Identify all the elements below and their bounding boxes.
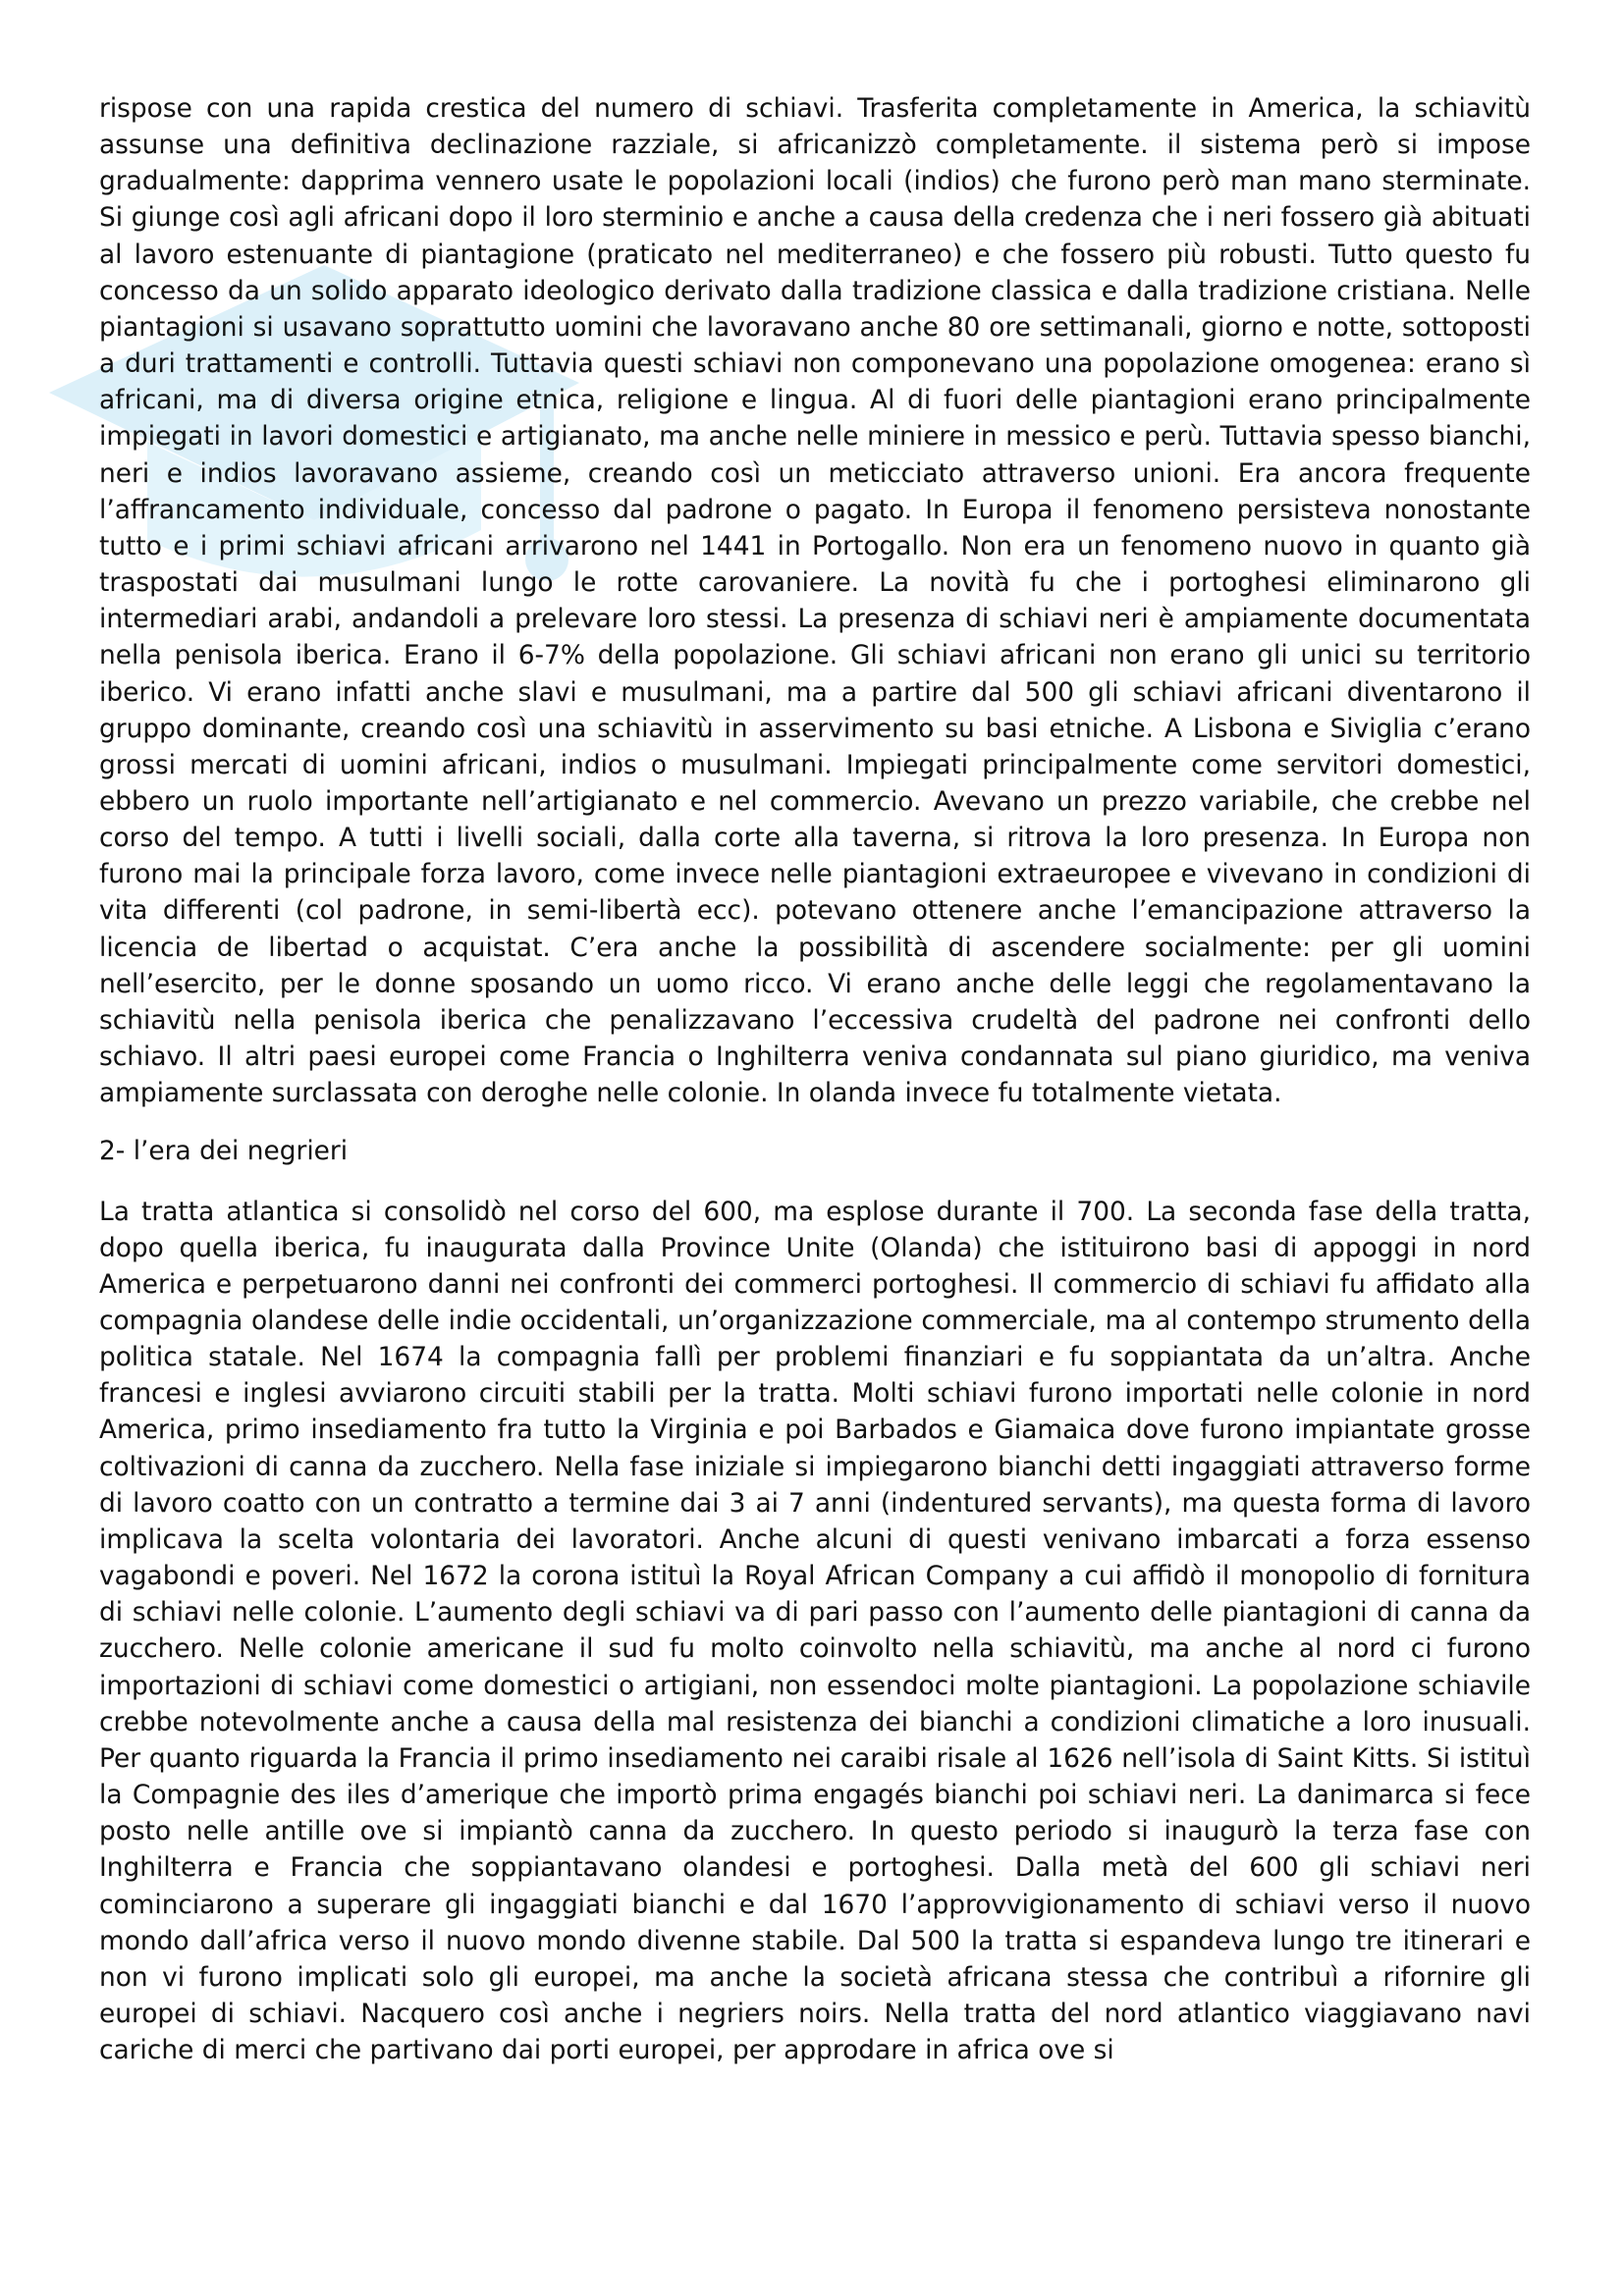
document-body [99,90,1531,2068]
section-heading: 2- l’era dei negrieri [99,1136,349,1167]
paragraph-slavery-iberia: rispose con una rapida crestica del numero di schiavi. Trasferita completamente in America, la schiavitù assunse una definitiva declinazione razziale, si africanizzò completamente. il sistema però si impose gradualmente: dapprima vennero usate le popolazioni locali (indios) che furono però man mano sterminate. Si giunge così agli africani dopo il loro sterminio e anche a causa della credenza che i neri fossero già abituati al lavoro estenuante di piantagione (praticato nel mediterraneo) e che fossero più robusti. Tutto questo fu concesso da un solido apparato ideologico derivato dalla tradizione classica e dalla tradizione cristiana. Nelle piantagioni si usavano soprattutto uomini che lavoravano anche 80 ore settimanali, giorno e notte, sottoposti a duri trattamenti e controlli. Tuttavia questi schiavi non componevano una popolazione omogenea: erano sì africani, ma di diversa origine etnica, religione e lingua. Al di fuori delle piantagioni erano principalmente impiegati in lavori domestici e artigianato, ma anche nelle miniere in messico e perù. Tuttavia spesso bianchi, neri e indios lavoravano assieme, creando così un meticciato attraverso unioni. Era ancora frequente l’affrancamento individuale, concesso dal padrone o pagato. In Europa il fenomeno persisteva nonostante tutto e i primi schiavi africani arrivarono nel 1441 in Portogallo. Non era un fenomeno nuovo in quanto già traspostati dai musulmani lungo le rotte carovaniere. La novità fu che i portoghesi eliminarono gli intermediari arabi, andandoli a prelevare loro stessi. La presenza di schiavi neri è ampiamente documentata nella penisola iberica. Erano il 6-7% della popolazione. Gli schiavi africani non erano gli unici su territorio iberico. Vi erano infatti anche slavi e musulmani, ma a partire dal 500 gli schiavi africani diventarono il gruppo dominante, creando così una schiavitù in asservimento su basi etniche. A Lisbona e Siviglia c’erano grossi mercati di uomini africani, indios o musulmani. Impiegati principalmente come servitori domestici, ebbero un ruolo importante nell’artigianato e nel commercio. Avevano un prezzo variabile, che crebbe nel corso del tempo. A tutti i livelli sociali, dalla corte alla taverna, si ritrova la loro presenza. In Europa non furono mai la principale forza lavoro, come invece nelle piantagioni extraeuropee e vivevano in condizioni di vita differenti (col padrone, in semi-libertà ecc). potevano ottenere anche l’emancipazione attraverso la licencia de libertad o acquistat. C’era anche la possibilità di ascendere socialmente: per gli uomini nell’esercito, per le donne sposando un uomo ricco. Vi erano anche delle leggi che regolamentavano la schiavitù nella penisola iberica che penalizzavano l’eccessiva crudeltà del padrone nei confronti dello schiavo. Il altri paesi europei come Francia o Inghilterra veniva condannata sul piano giuridico, ma veniva ampiamente surclassata con deroghe nelle colonie. In olanda invece fu totalmente vietata. [99,93,1531,1109]
paragraph-atlantic-trade: La tratta atlantica si consolidò nel corso del 600, ma esplose durante il 700. La seconda fase della tratta, dopo quella iberica, fu inaugurata dalla Province Unite (Olanda) che istituirono basi di appoggi in nord America e perpetuarono danni nei confronti dei commerci portoghesi. Il commercio di schiavi fu affidato alla compagnia olandese delle indie occidentali, un’organizzazione commerciale, ma al contempo strumento della politica statale. Nel 1674 la compagnia fallì per problemi finanziari e fu soppiantata da un’altra. Anche francesi e inglesi avviarono circuiti stabili per la tratta. Molti schiavi furono importati nelle colonie in nord America, primo insediamento fra tutto la Virginia e poi Barbados e Giamaica dove furono impiantate grosse coltivazioni di canna da zucchero. Nella fase iniziale si impiegarono bianchi detti ingaggiati attraverso forme di lavoro coatto con un contratto a termine dai 3 ai 7 anni (indentured servants), ma questa forma di lavoro implicava la scelta volontaria dei lavoratori. Anche alcuni di questi venivano imbarcati a forza essenso vagabondi e poveri. Nel 1672 la corona istituì la Royal African Company a cui affidò il monopolio di fornitura di schiavi nelle colonie. L’aumento degli schiavi va di pari passo con l’aumento delle piantagioni di canna da zucchero. Nelle colonie americane il sud fu molto coinvolto nella schiavitù, ma anche al nord ci furono importazioni di schiavi come domestici o artigiani, non essendoci molte piantagioni. La popolazione schiavile crebbe notevolmente anche a causa della mal resistenza dei bianchi a condizioni climatiche a loro inusuali. Per quanto riguarda la Francia il primo insediamento nei caraibi risale al 1626 nell’isola di Saint Kitts. Si istituì la Compagnie des iles d’amerique che importò prima engagés bianchi poi schiavi neri. La danimarca si fece posto nelle antille ove si impiantò canna da zucchero. In questo periodo si inaugurò la terza fase con Inghilterra e Francia che soppiantavano olandesi e portoghesi. Dalla metà del 600 gli schiavi neri cominciarono a superare gli ingaggiati bianchi e dal 1670 l’approvvigionamento di schiavi verso il nuovo mondo dall’africa verso il nuovo mondo divenne stabile. Dal 500 la tratta si espandeva lungo tre itinerari e non vi furono implicati solo gli europei, ma anche la società africana stessa che contribuì a rifornire gli europei di schiavi. Nacquero così anche i negriers noirs. Nella tratta del nord atlantico viaggiavano navi cariche di merci che partivano dai porti europei, per approdare in africa ove si [99,1196,1531,2066]
